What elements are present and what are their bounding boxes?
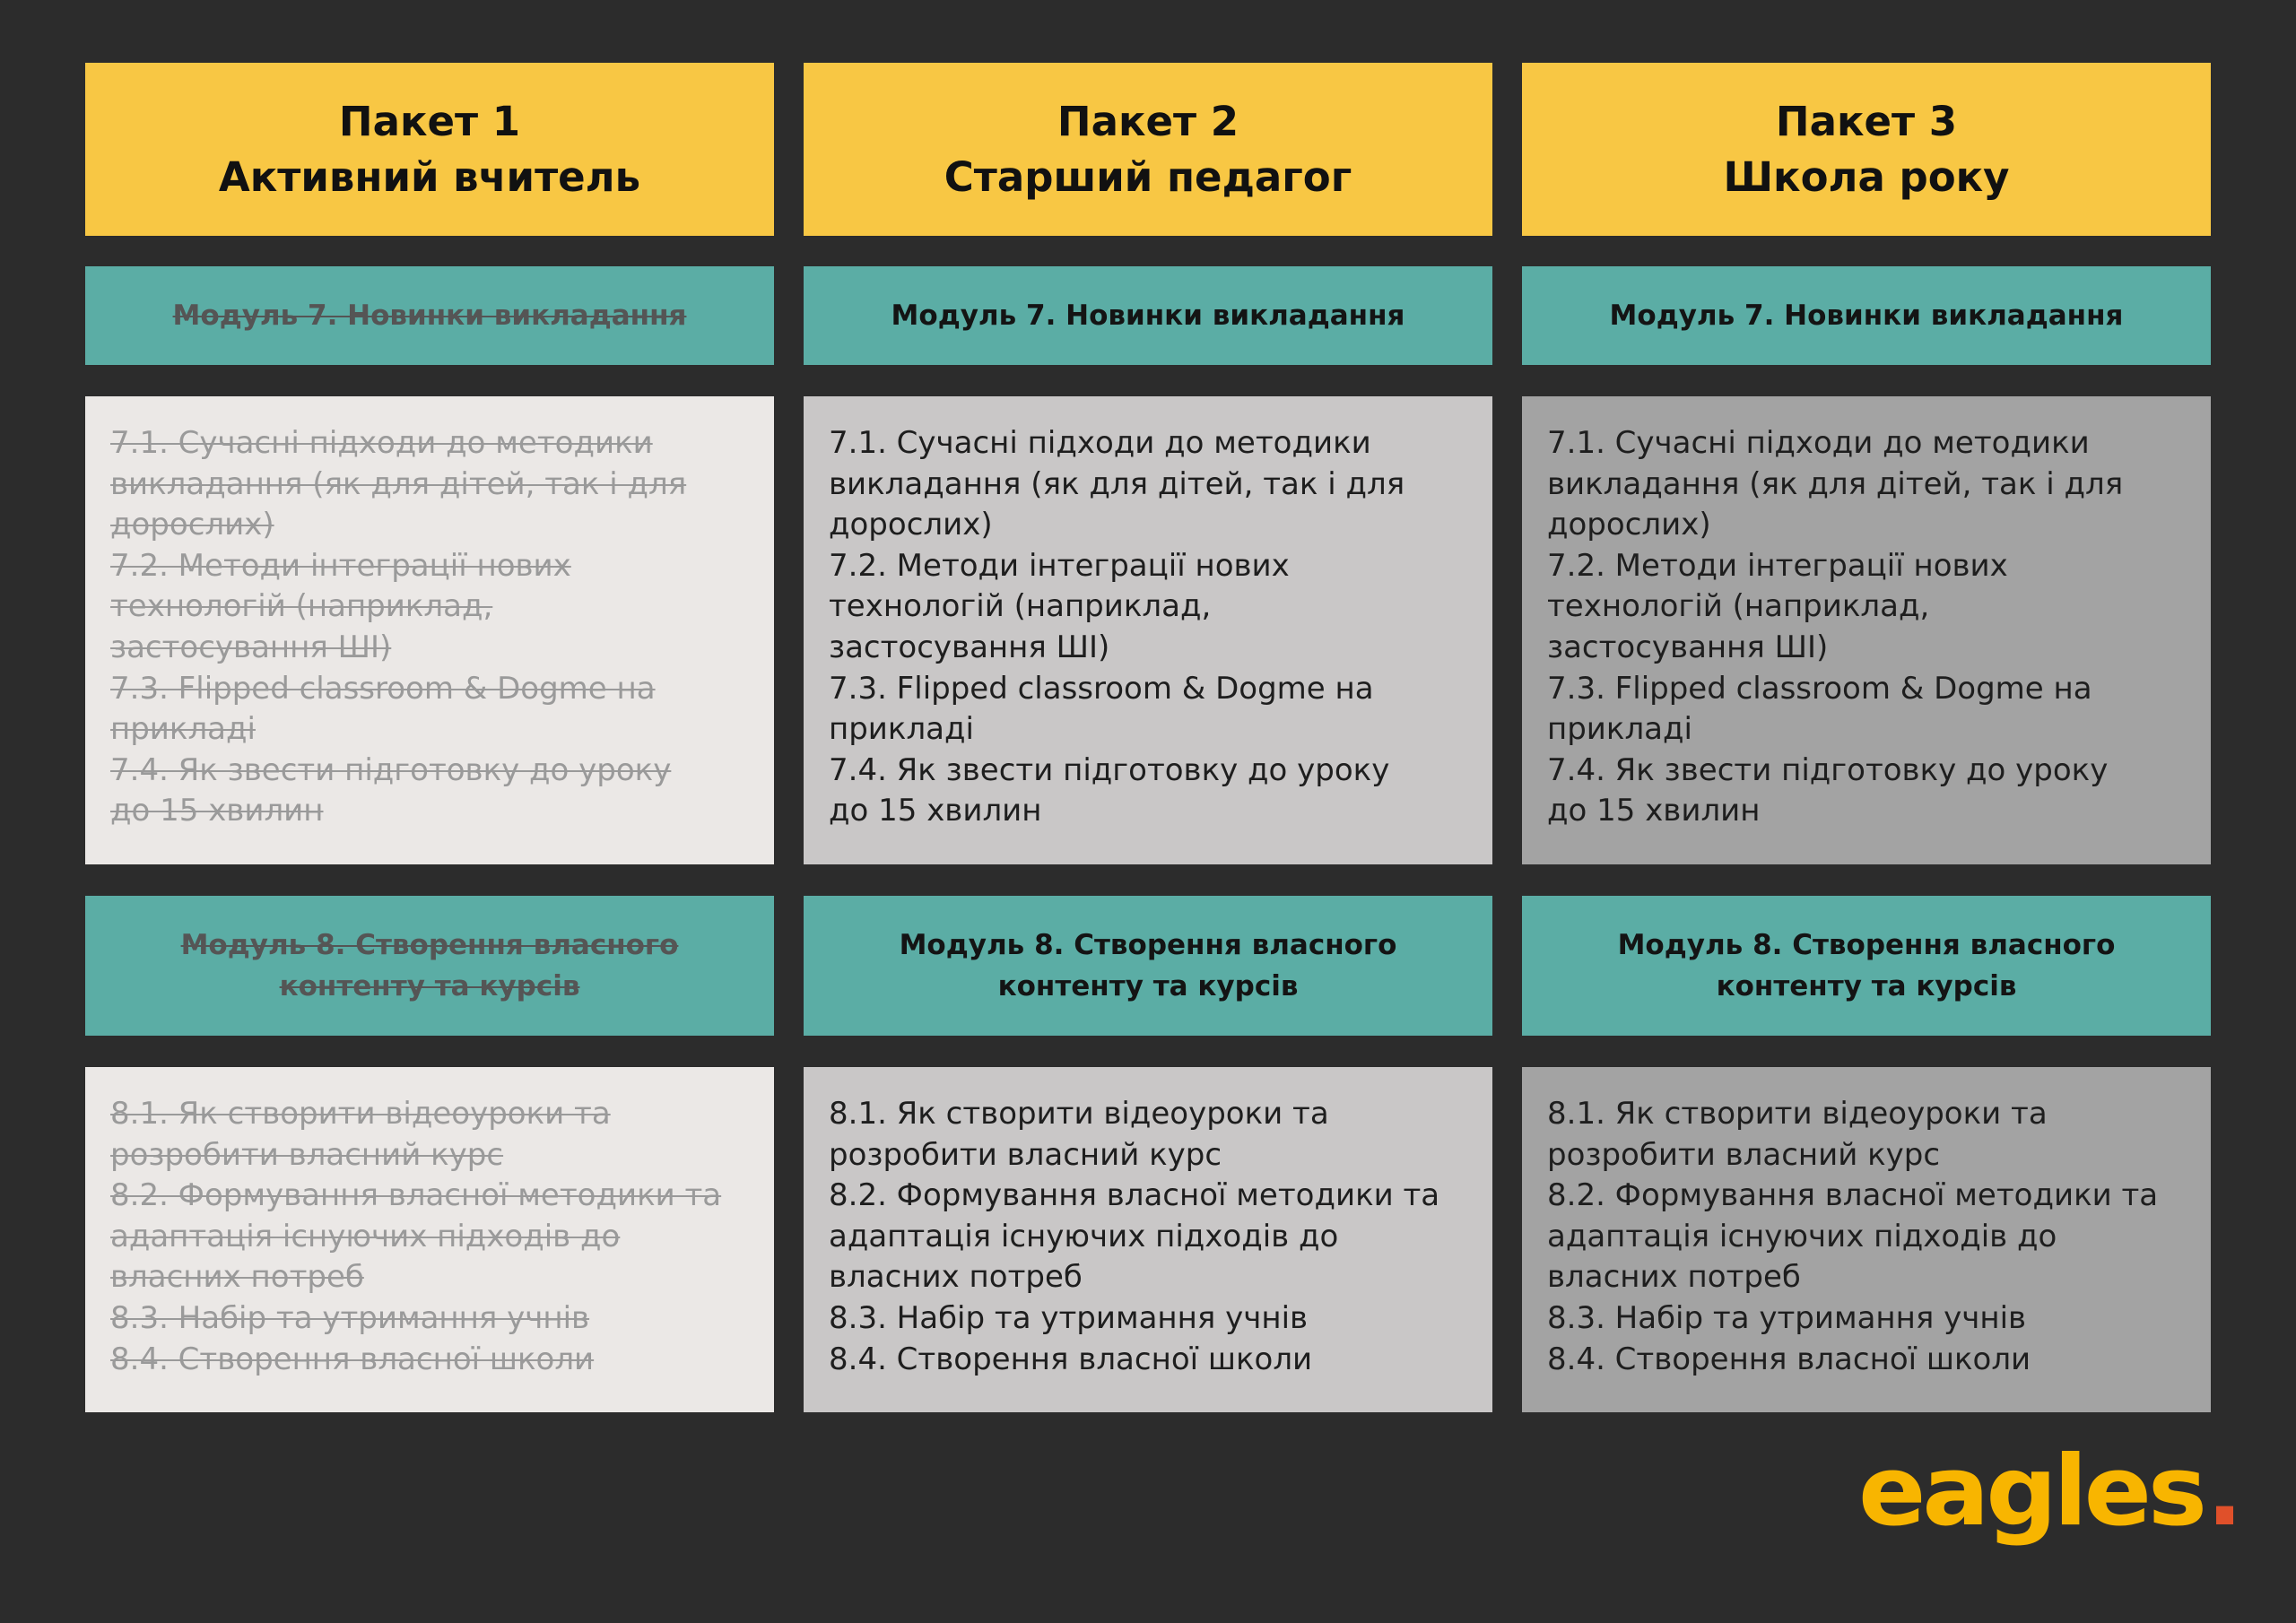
package-title: Активний вчитель — [218, 152, 641, 201]
module-8-title-line-1: Модуль 8. Створення власного — [180, 929, 679, 961]
topic-line: до 15 хвилин — [110, 793, 324, 829]
module-8-title-line-1: Модуль 8. Створення власного — [1617, 929, 2116, 961]
topic-line: 7.2. Методи інтеграції нових — [829, 547, 1290, 584]
topic-line: застосування ШІ) — [829, 629, 1110, 665]
topic-line: 7.4. Як звести підготовку до уроку — [829, 751, 1390, 788]
module-8-header — [804, 896, 1492, 1036]
topic-line: викладання (як для дітей, так і для — [1547, 465, 2124, 502]
topic-line: 7.1. Сучасні підходи до методики — [1547, 425, 2090, 461]
topic-line: 8.1. Як створити відеоуроки та — [829, 1096, 1329, 1132]
package-header-2 — [804, 63, 1492, 236]
topic-line: 7.4. Як звести підготовку до уроку — [110, 751, 672, 788]
eagles-logo — [1858, 1436, 2244, 1548]
module-7-header — [804, 266, 1492, 365]
topic-line: 8.3. Набір та утримання учнів — [1547, 1299, 2027, 1336]
topic-line: прикладі — [110, 711, 256, 748]
topic-line: дорослих) — [110, 507, 274, 543]
topic-line: розробити власний курс — [110, 1136, 504, 1173]
topic-line: 8.3. Набір та утримання учнів — [829, 1299, 1309, 1336]
topic-line: 8.1. Як створити відеоуроки та — [1547, 1096, 2048, 1132]
module-8-topics — [1522, 1067, 2211, 1412]
topic-line: до 15 хвилин — [829, 793, 1042, 829]
topic-line: 8.2. Формування власної методики та — [1547, 1177, 2159, 1214]
logo-text: eagles — [1858, 1436, 2204, 1548]
topic-line: 8.1. Як створити відеоуроки та — [110, 1096, 611, 1132]
topic-line: прикладі — [1547, 711, 1692, 748]
topic-line: власних потреб — [110, 1259, 364, 1296]
topic-line: 7.1. Сучасні підходи до методики — [110, 425, 653, 461]
topic-line: технологій (наприклад, — [829, 588, 1212, 625]
module-7-topics — [85, 396, 774, 864]
module-7-topics — [1522, 396, 2211, 864]
topic-line: застосування ШІ) — [1547, 629, 1829, 665]
topic-line: застосування ШІ) — [110, 629, 392, 665]
package-header-1 — [85, 63, 774, 236]
module-7-title: Модуль 7. Новинки викладання — [172, 299, 687, 332]
topic-line: розробити власний курс — [829, 1136, 1222, 1173]
module-8-topics — [85, 1067, 774, 1412]
topic-line: 7.2. Методи інтеграції нових — [110, 547, 571, 584]
topic-line: 7.2. Методи інтеграції нових — [1547, 547, 2008, 584]
package-name: Пакет 1 — [338, 97, 521, 145]
module-7-topics — [804, 396, 1492, 864]
topic-line: 8.4. Створення власної школи — [110, 1341, 595, 1377]
topic-line: до 15 хвилин — [1547, 793, 1761, 829]
logo-dot: . — [2206, 1436, 2244, 1548]
module-8-header — [1522, 896, 2211, 1036]
topic-line: розробити власний курс — [1547, 1136, 1941, 1173]
topic-line: технологій (наприклад, — [1547, 588, 1930, 625]
topic-line: дорослих) — [829, 507, 993, 543]
topic-line: 8.3. Набір та утримання учнів — [110, 1299, 590, 1336]
package-column-2 — [804, 63, 1492, 1412]
topic-line: 7.3. Flipped classroom & Dogme на — [110, 670, 656, 707]
package-column-1 — [85, 63, 774, 1412]
package-header-3 — [1522, 63, 2211, 236]
topic-line: 7.3. Flipped classroom & Dogme на — [829, 670, 1374, 707]
package-name: Пакет 2 — [1057, 97, 1239, 145]
module-8-topics — [804, 1067, 1492, 1412]
topic-line: 8.4. Створення власної школи — [1547, 1341, 2031, 1377]
topic-line: адаптація існуючих підходів до — [829, 1218, 1339, 1254]
package-title: Школа року — [1723, 152, 2010, 201]
module-7-header — [1522, 266, 2211, 365]
packages-grid — [85, 63, 2211, 1412]
package-title: Старший педагог — [944, 152, 1352, 201]
topic-line: дорослих) — [1547, 507, 1711, 543]
topic-line: викладання (як для дітей, так і для — [829, 465, 1405, 502]
topic-line: 7.3. Flipped classroom & Dogme на — [1547, 670, 2092, 707]
topic-line: адаптація існуючих підходів до — [1547, 1218, 2057, 1254]
topic-line: прикладі — [829, 711, 974, 748]
module-8-title-line-2: контенту та курсів — [997, 970, 1299, 1002]
topic-line: власних потреб — [1547, 1259, 1801, 1296]
topic-line: технологій (наприклад, — [110, 588, 493, 625]
topic-line: 8.2. Формування власної методики та — [110, 1177, 722, 1214]
topic-line: 8.2. Формування власної методики та — [829, 1177, 1440, 1214]
module-7-title: Модуль 7. Новинки викладання — [1609, 299, 2124, 332]
package-column-3 — [1522, 63, 2211, 1412]
module-8-title-line-1: Модуль 8. Створення власного — [899, 929, 1397, 961]
module-7-title: Модуль 7. Новинки викладання — [891, 299, 1405, 332]
module-7-header — [85, 266, 774, 365]
topic-line: 7.4. Як звести підготовку до уроку — [1547, 751, 2109, 788]
topic-line: 8.4. Створення власної школи — [829, 1341, 1313, 1377]
topic-line: адаптація існуючих підходів до — [110, 1218, 621, 1254]
topic-line: власних потреб — [829, 1259, 1083, 1296]
package-name: Пакет 3 — [1775, 97, 1958, 145]
module-8-title-line-2: контенту та курсів — [279, 970, 580, 1002]
topic-line: 7.1. Сучасні підходи до методики — [829, 425, 1371, 461]
module-8-header — [85, 896, 774, 1036]
module-8-title-line-2: контенту та курсів — [1716, 970, 2017, 1002]
topic-line: викладання (як для дітей, так і для — [110, 465, 687, 502]
